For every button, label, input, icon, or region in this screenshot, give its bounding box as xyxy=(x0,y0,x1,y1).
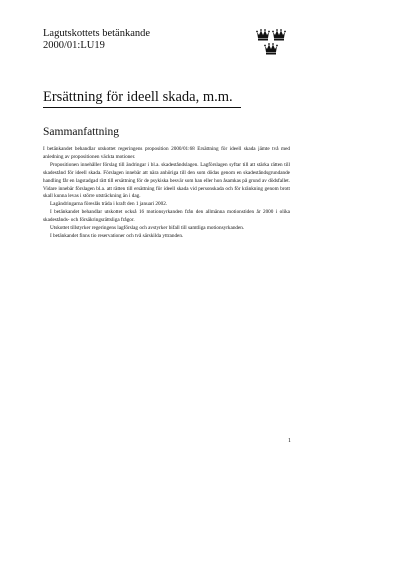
paragraph: I betänkandet behandlar utskottet regeringens proposition 2000/01:68 Ersättning för ideell skada jämte två med anledning av propositionen väckta motioner. xyxy=(43,146,290,160)
paragraph: Lagändringarna föreslås träda i kraft den 1 januari 2002. xyxy=(50,201,168,208)
paragraph: Utskottet tillstyrker regeringens lagförslag och avstyrker bifall till samtliga motionsyrkanden. xyxy=(50,225,245,232)
summary-body xyxy=(43,146,290,241)
paragraph: Propositionen innehåller förslag till ändringar i bl.a. skadeståndslagen. Lagförslagen syftar till att stärka rätten till skadestånd för ideell skada. Förslagen innebär att nära anhöriga till den som dödas genom en skadeståndsgrundande handling får en lagstadgad rätt till ersättning för de psykiska besvär som han eller hon åsamkas på grund av dödsfallet. Vidare innebär förslagen bl.a. att rätten till ersättning för ideell skada vid personskada och för kränkning genom brott skall kunna levas i större utsträckning än i dag. xyxy=(43,161,290,200)
document-title: Ersättning för ideell skada, m.m. xyxy=(43,89,233,105)
paragraph: I betänkandet behandlar utskottet också 16 motionsyrkanden från den allmänna motionstiden år 2000 i olika skadestånds- och försäkringsrättsliga frågor. xyxy=(43,209,290,224)
document-header xyxy=(43,28,150,52)
three-crowns-icon xyxy=(256,28,286,56)
report-id: 2000/01:LU19 xyxy=(43,40,105,51)
paragraph: I betänkandet finns tio reservationer och två särskilda yttranden. xyxy=(50,232,184,239)
report-series: Lagutskottets betänkande xyxy=(43,28,151,39)
section-heading: Sammanfattning xyxy=(43,126,120,138)
page-number: 1 xyxy=(288,438,291,444)
title-underline xyxy=(43,107,241,108)
